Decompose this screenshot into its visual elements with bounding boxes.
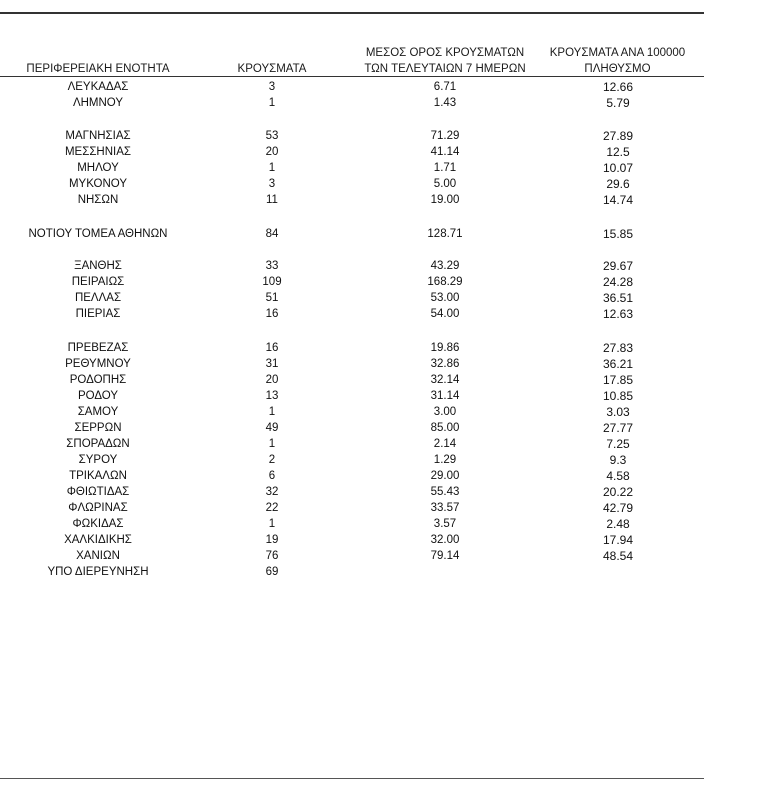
cell-cases: 1 <box>268 518 276 530</box>
cell-per100k: 48.54 <box>602 549 634 563</box>
table-row <box>0 468 704 484</box>
table-row <box>0 160 704 176</box>
table-row <box>0 500 704 516</box>
cell-per100k: 9.3 <box>609 453 627 467</box>
cell-per100k: 29.6 <box>606 177 630 191</box>
cell-cases: 11 <box>266 194 278 206</box>
table-row <box>0 452 704 468</box>
cell-avg7: 41.14 <box>430 146 460 158</box>
cell-per100k: 17.94 <box>602 533 634 547</box>
cell-region: ΦΩΚΙΔΑΣ <box>72 518 124 530</box>
cell-per100k: 29.67 <box>602 259 634 273</box>
cell-cases: 1 <box>268 438 276 450</box>
header-cases: ΚΡΟΥΣΜΑΤΑ <box>237 63 307 75</box>
cell-per100k: 12.5 <box>606 145 630 159</box>
cell-avg7: 29.00 <box>430 470 460 482</box>
cell-region: ΧΑΝΙΩΝ <box>76 550 120 562</box>
table-row <box>0 340 704 356</box>
cell-avg7: 3.57 <box>433 518 457 530</box>
cell-cases: 31 <box>265 358 279 370</box>
cell-per100k: 14.74 <box>602 193 634 207</box>
table-row <box>0 484 704 500</box>
cell-cases: 20 <box>265 146 279 158</box>
table-row <box>0 226 704 242</box>
table-row <box>0 79 704 95</box>
cell-region: ΠΡΕΒΕΖΑΣ <box>67 342 129 354</box>
header-per100k-line2: ΠΛΗΘΥΣΜΟ <box>584 63 651 75</box>
header-rule <box>0 76 704 77</box>
cell-cases: 32 <box>265 486 279 498</box>
cell-avg7: 79.14 <box>430 550 460 562</box>
table-row <box>0 258 704 274</box>
table-row <box>0 516 704 532</box>
cell-region: ΤΡΙΚΑΛΩΝ <box>69 470 127 482</box>
cell-region: ΠΕΙΡΑΙΩΣ <box>71 276 125 288</box>
cell-region: ΞΑΝΘΗΣ <box>74 260 122 272</box>
table-row <box>0 388 704 404</box>
cell-per100k: 4.58 <box>606 469 630 483</box>
cell-avg7: 32.14 <box>430 374 460 386</box>
cell-cases: 69 <box>265 566 279 578</box>
table-row <box>0 144 704 160</box>
cell-avg7: 71.29 <box>430 130 460 142</box>
cell-per100k: 10.85 <box>602 389 634 403</box>
cell-cases: 33 <box>265 260 279 272</box>
cell-region: ΛΗΜΝΟΥ <box>72 97 124 109</box>
header-avg7-line2: ΤΩΝ ΤΕΛΕΥΤΑΙΩΝ 7 ΗΜΕΡΩΝ <box>364 63 526 75</box>
cell-per100k: 12.66 <box>602 80 634 94</box>
cell-region: ΣΕΡΡΩΝ <box>74 422 122 434</box>
cell-avg7: 53.00 <box>430 292 460 304</box>
table-row <box>0 192 704 208</box>
cell-per100k: 36.21 <box>602 357 634 371</box>
cell-per100k: 5.79 <box>606 96 630 110</box>
cell-per100k: 27.77 <box>602 421 634 435</box>
cell-cases: 3 <box>268 81 276 93</box>
cell-cases: 1 <box>268 97 276 109</box>
cell-cases: 16 <box>265 308 279 320</box>
cell-avg7: 32.86 <box>430 358 460 370</box>
cell-region: ΡΟΔΟΠΗΣ <box>69 374 127 386</box>
cell-cases: 2 <box>268 454 276 466</box>
cell-per100k: 3.03 <box>606 405 630 419</box>
cell-cases: 13 <box>265 390 279 402</box>
cell-region: ΜΥΚΟΝΟΥ <box>68 178 128 190</box>
cell-per100k: 36.51 <box>602 291 634 305</box>
cell-region: ΦΛΩΡΙΝΑΣ <box>68 502 128 514</box>
cell-region: ΡΕΘΥΜΝΟΥ <box>65 358 131 370</box>
cell-avg7: 3.00 <box>433 406 457 418</box>
cell-avg7: 2.14 <box>433 438 457 450</box>
cell-avg7: 1.71 <box>433 162 457 174</box>
cell-cases: 20 <box>265 374 279 386</box>
header-avg7-line1: ΜΕΣΟΣ ΟΡΟΣ ΚΡΟΥΣΜΑΤΩΝ <box>365 47 525 59</box>
cell-cases: 51 <box>265 292 279 304</box>
cell-avg7: 19.00 <box>430 194 460 206</box>
cell-region: ΠΕΛΛΑΣ <box>74 292 122 304</box>
cell-avg7: 54.00 <box>430 308 460 320</box>
cell-cases: 49 <box>265 422 279 434</box>
cell-region: ΜΕΣΣΗΝΙΑΣ <box>64 146 132 158</box>
cell-region: ΝΟΤΙΟΥ ΤΟΜΕΑ ΑΘΗΝΩΝ <box>28 228 168 240</box>
cell-per100k: 2.48 <box>606 517 630 531</box>
header-per100k <box>540 45 695 77</box>
bottom-rule <box>0 778 704 779</box>
cell-per100k: 17.85 <box>602 373 634 387</box>
cell-region: ΦΘΙΩΤΙΔΑΣ <box>66 486 130 498</box>
header-avg7 <box>350 45 540 77</box>
cell-region: ΡΟΔΟΥ <box>77 390 119 402</box>
cell-avg7: 43.29 <box>430 260 460 272</box>
cell-cases: 6 <box>268 470 276 482</box>
cell-per100k: 27.89 <box>602 129 634 143</box>
cell-region: ΝΗΣΩΝ <box>77 194 119 206</box>
cell-avg7: 6.71 <box>433 81 457 93</box>
cell-cases: 53 <box>265 130 279 142</box>
cell-region: ΠΙΕΡΙΑΣ <box>75 308 121 320</box>
header-per100k-line1: ΚΡΟΥΣΜΑΤΑ ΑΝΑ 100000 <box>549 47 686 59</box>
cell-avg7: 31.14 <box>430 390 460 402</box>
cell-avg7: 32.00 <box>430 534 460 546</box>
cell-per100k: 10.07 <box>602 161 634 175</box>
cell-avg7: 85.00 <box>430 422 460 434</box>
cell-region: ΣΥΡΟΥ <box>78 454 118 466</box>
cell-avg7: 5.00 <box>433 178 457 190</box>
table-row <box>0 372 704 388</box>
table-row <box>0 274 704 290</box>
cell-avg7: 55.43 <box>430 486 460 498</box>
cell-cases: 109 <box>262 276 282 288</box>
cell-avg7: 19.86 <box>430 342 460 354</box>
cell-cases: 19 <box>265 534 279 546</box>
cell-per100k: 12.63 <box>602 307 634 321</box>
cell-cases: 22 <box>265 502 279 514</box>
table-row <box>0 306 704 322</box>
table-row <box>0 436 704 452</box>
cell-cases: 3 <box>268 178 276 190</box>
cell-region: ΜΑΓΝΗΣΙΑΣ <box>65 130 131 142</box>
cell-per100k: 15.85 <box>602 227 634 241</box>
cell-per100k: 27.83 <box>602 341 634 355</box>
table-row <box>0 404 704 420</box>
cell-cases: 76 <box>265 550 279 562</box>
cell-region: ΜΗΛΟΥ <box>77 162 119 174</box>
table-row <box>0 532 704 548</box>
cell-region: ΛΕΥΚΑΔΑΣ <box>67 81 129 93</box>
table-row <box>0 176 704 192</box>
cell-avg7: 1.43 <box>433 97 457 109</box>
cell-per100k: 24.28 <box>602 275 634 289</box>
table-row <box>0 420 704 436</box>
cell-cases: 1 <box>268 406 276 418</box>
cell-avg7: 128.71 <box>427 228 463 240</box>
table-row <box>0 564 704 580</box>
cell-cases: 84 <box>265 228 279 240</box>
table-row <box>0 356 704 372</box>
cell-per100k: 7.25 <box>606 437 630 451</box>
cell-per100k: 42.79 <box>602 501 634 515</box>
cell-avg7: 33.57 <box>430 502 460 514</box>
table-row <box>0 128 704 144</box>
cell-cases: 1 <box>268 162 276 174</box>
cell-per100k: 20.22 <box>602 485 634 499</box>
table-row <box>0 290 704 306</box>
cell-region: ΣΑΜΟΥ <box>77 406 119 418</box>
top-rule <box>0 12 704 14</box>
cell-avg7: 168.29 <box>427 276 463 288</box>
header-region: ΠΕΡΙΦΕΡΕΙΑΚΗ ΕΝΟΤΗΤΑ <box>26 63 170 75</box>
table-row <box>0 548 704 564</box>
cell-region: ΣΠΟΡΑΔΩΝ <box>66 438 130 450</box>
cell-avg7: 1.29 <box>433 454 457 466</box>
cell-region: ΥΠΟ ΔΙΕΡΕΥΝΗΣΗ <box>47 566 149 578</box>
cell-cases: 16 <box>265 342 279 354</box>
cell-region: ΧΑΛΚΙΔΙΚΗΣ <box>64 534 132 546</box>
table-row <box>0 95 704 111</box>
